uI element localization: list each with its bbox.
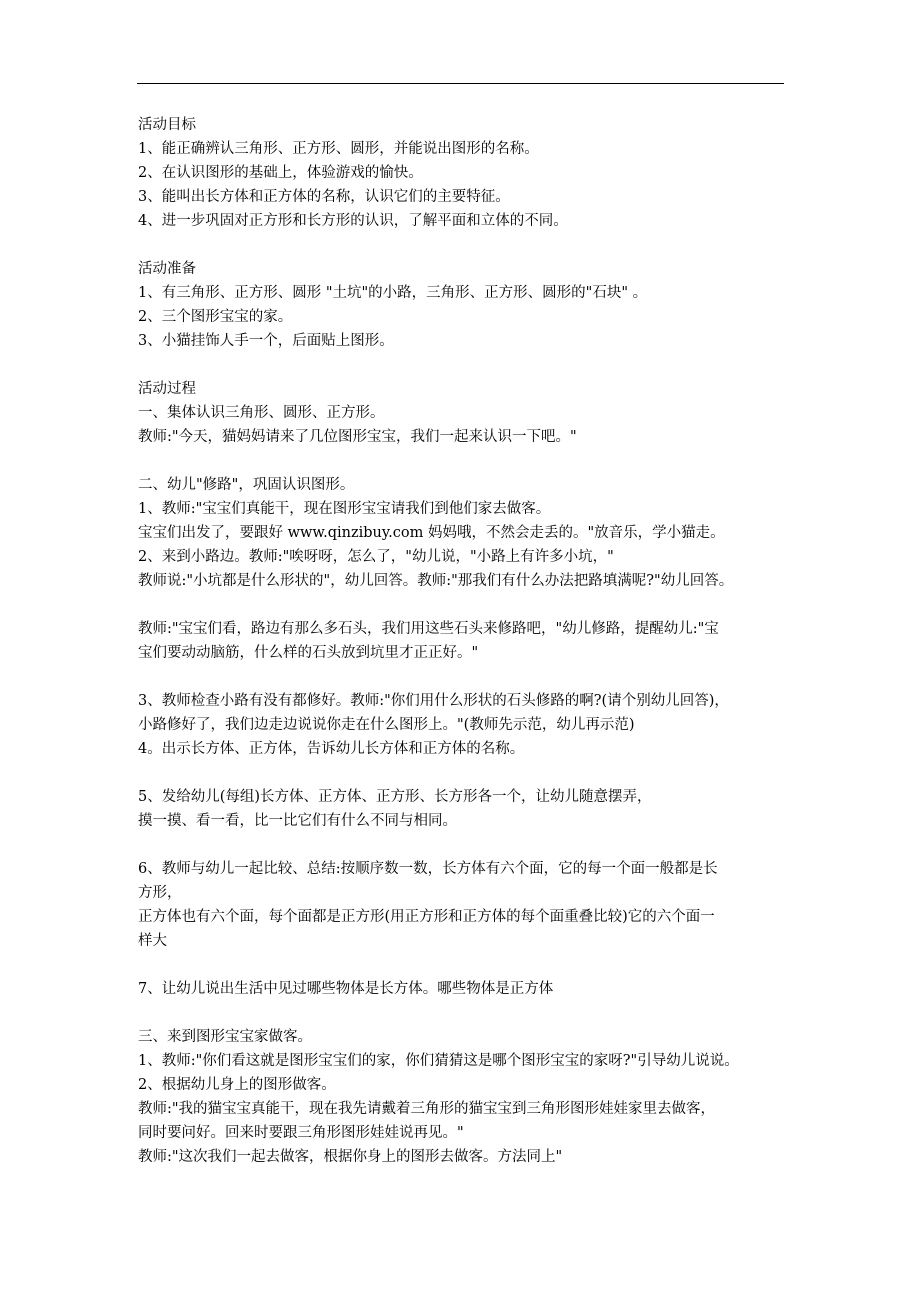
text-line: 三、来到图形宝宝家做客。 [138,1029,312,1045]
text-line: 样大 [138,933,167,949]
text-line: 同时要问好。回来时要跟三角形图形娃娃说再见。" [138,1125,464,1141]
text-line: 1、能正确辨认三角形、正方形、圆形，并能说出图形的名称。 [138,141,539,157]
text-line: 1、教师:"宝宝们真能干，现在图形宝宝请我们到他们家去做客。 [138,501,551,517]
text-line: 2、来到小路边。教师:"唉呀呀，怎么了，"幼儿说，"小路上有许多小坑，" [138,549,614,565]
paragraph-gap [138,593,798,617]
paragraph-stones [138,617,798,665]
paragraph-daily-life [138,977,798,1001]
text-line: 4。出示长方体、正方体，告诉幼儿长方体和正方体的名称。 [138,741,525,757]
text-line: 6、教师与幼儿一起比较、总结:按顺序数一数，长方体有六个面，它的每一个面一般都是长 [138,861,718,877]
text-line: 7、让幼儿说出生活中见过哪些物体是长方体。哪些物体是正方体 [138,981,554,997]
document-body [138,113,798,1169]
paragraph-gap [138,449,798,473]
section-heading: 活动准备 [138,261,196,277]
text-line: 小路修好了，我们边走边说说你走在什么图形上。"(教师先示范，幼儿再示范) [138,717,635,733]
text-line: 二、幼儿"修路"，巩固认识图形。 [138,477,355,493]
text-line: 2、三个图形宝宝的家。 [138,309,293,325]
section-process [138,377,798,449]
paragraph-gap [138,761,798,785]
section-visit [138,1025,798,1169]
paragraph-gap [138,1001,798,1025]
text-line: 5、发给幼儿(每组)长方体、正方体、正方形、长方形各一个，让幼儿随意摆弄， [138,789,652,805]
paragraph-compare [138,857,798,953]
text-line: 教师:"这次我们一起去做客，根据你身上的图形去做客。方法同上" [138,1149,563,1165]
section-preparation [138,257,798,353]
section-goals [138,113,798,233]
text-line: 2、在认识图形的基础上，体验游戏的愉快。 [138,165,423,181]
section-heading: 活动目标 [138,117,196,133]
text-line: 宝宝们出发了，要跟好 www.qinzibuy.com 妈妈哦，不然会走丢的。"放音乐，学小猫走。 [138,525,725,541]
text-line: 一、集体认识三角形、圆形、正方形。 [138,405,385,421]
paragraph-check-road [138,689,798,761]
section-heading: 活动过程 [138,381,196,397]
paragraph-hand-out [138,785,798,833]
text-line: 教师:"宝宝们看，路边有那么多石头，我们用这些石头来修路吧，"幼儿修路，提醒幼儿:"宝 [138,621,719,637]
text-line: 4、进一步巩固对正方形和长方形的认识，了解平面和立体的不同。 [138,213,568,229]
text-line: 3、教师检查小路有没有都修好。教师:"你们用什么形状的石头修路的啊?(请个别幼儿回答)， [138,693,729,709]
paragraph-gap [138,833,798,857]
text-line: 教师:"今天，猫妈妈请来了几位图形宝宝，我们一起来认识一下吧。" [138,429,577,445]
section-road-building [138,473,798,593]
text-line: 教师说:"小坑都是什么形状的"，幼儿回答。教师:"那我们有什么办法把路填满呢?"幼儿回答。 [138,573,734,589]
paragraph-gap [138,353,798,377]
paragraph-gap [138,953,798,977]
text-line: 宝们要动动脑筋，什么样的石头放到坑里才正正好。" [138,645,479,661]
text-line: 1、有三角形、正方形、圆形 "土坑"的小路，三角形、正方形、圆形的"石块" 。 [138,285,648,301]
text-line: 2、根据幼儿身上的图形做客。 [138,1077,336,1093]
text-line: 正方体也有六个面，每个面都是正方形(用正方形和正方体的每个面重叠比较)它的六个面一 [138,909,715,925]
paragraph-gap [138,665,798,689]
paragraph-gap [138,233,798,257]
header-rule [137,83,784,84]
text-line: 3、能叫出长方体和正方体的名称，认识它们的主要特征。 [138,189,510,205]
text-line: 摸一摸、看一看，比一比它们有什么不同与相同。 [138,813,457,829]
text-line: 教师:"我的猫宝宝真能干，现在我先请戴着三角形的猫宝宝到三角形图形娃娃家里去做客， [138,1101,716,1117]
text-line: 方形， [138,885,182,901]
text-line: 3、小猫挂饰人手一个，后面贴上图形。 [138,333,394,349]
text-line: 1、教师:"你们看这就是图形宝宝们的家，你们猜猜这是哪个图形宝宝的家呀?"引导幼儿说说。 [138,1053,739,1069]
